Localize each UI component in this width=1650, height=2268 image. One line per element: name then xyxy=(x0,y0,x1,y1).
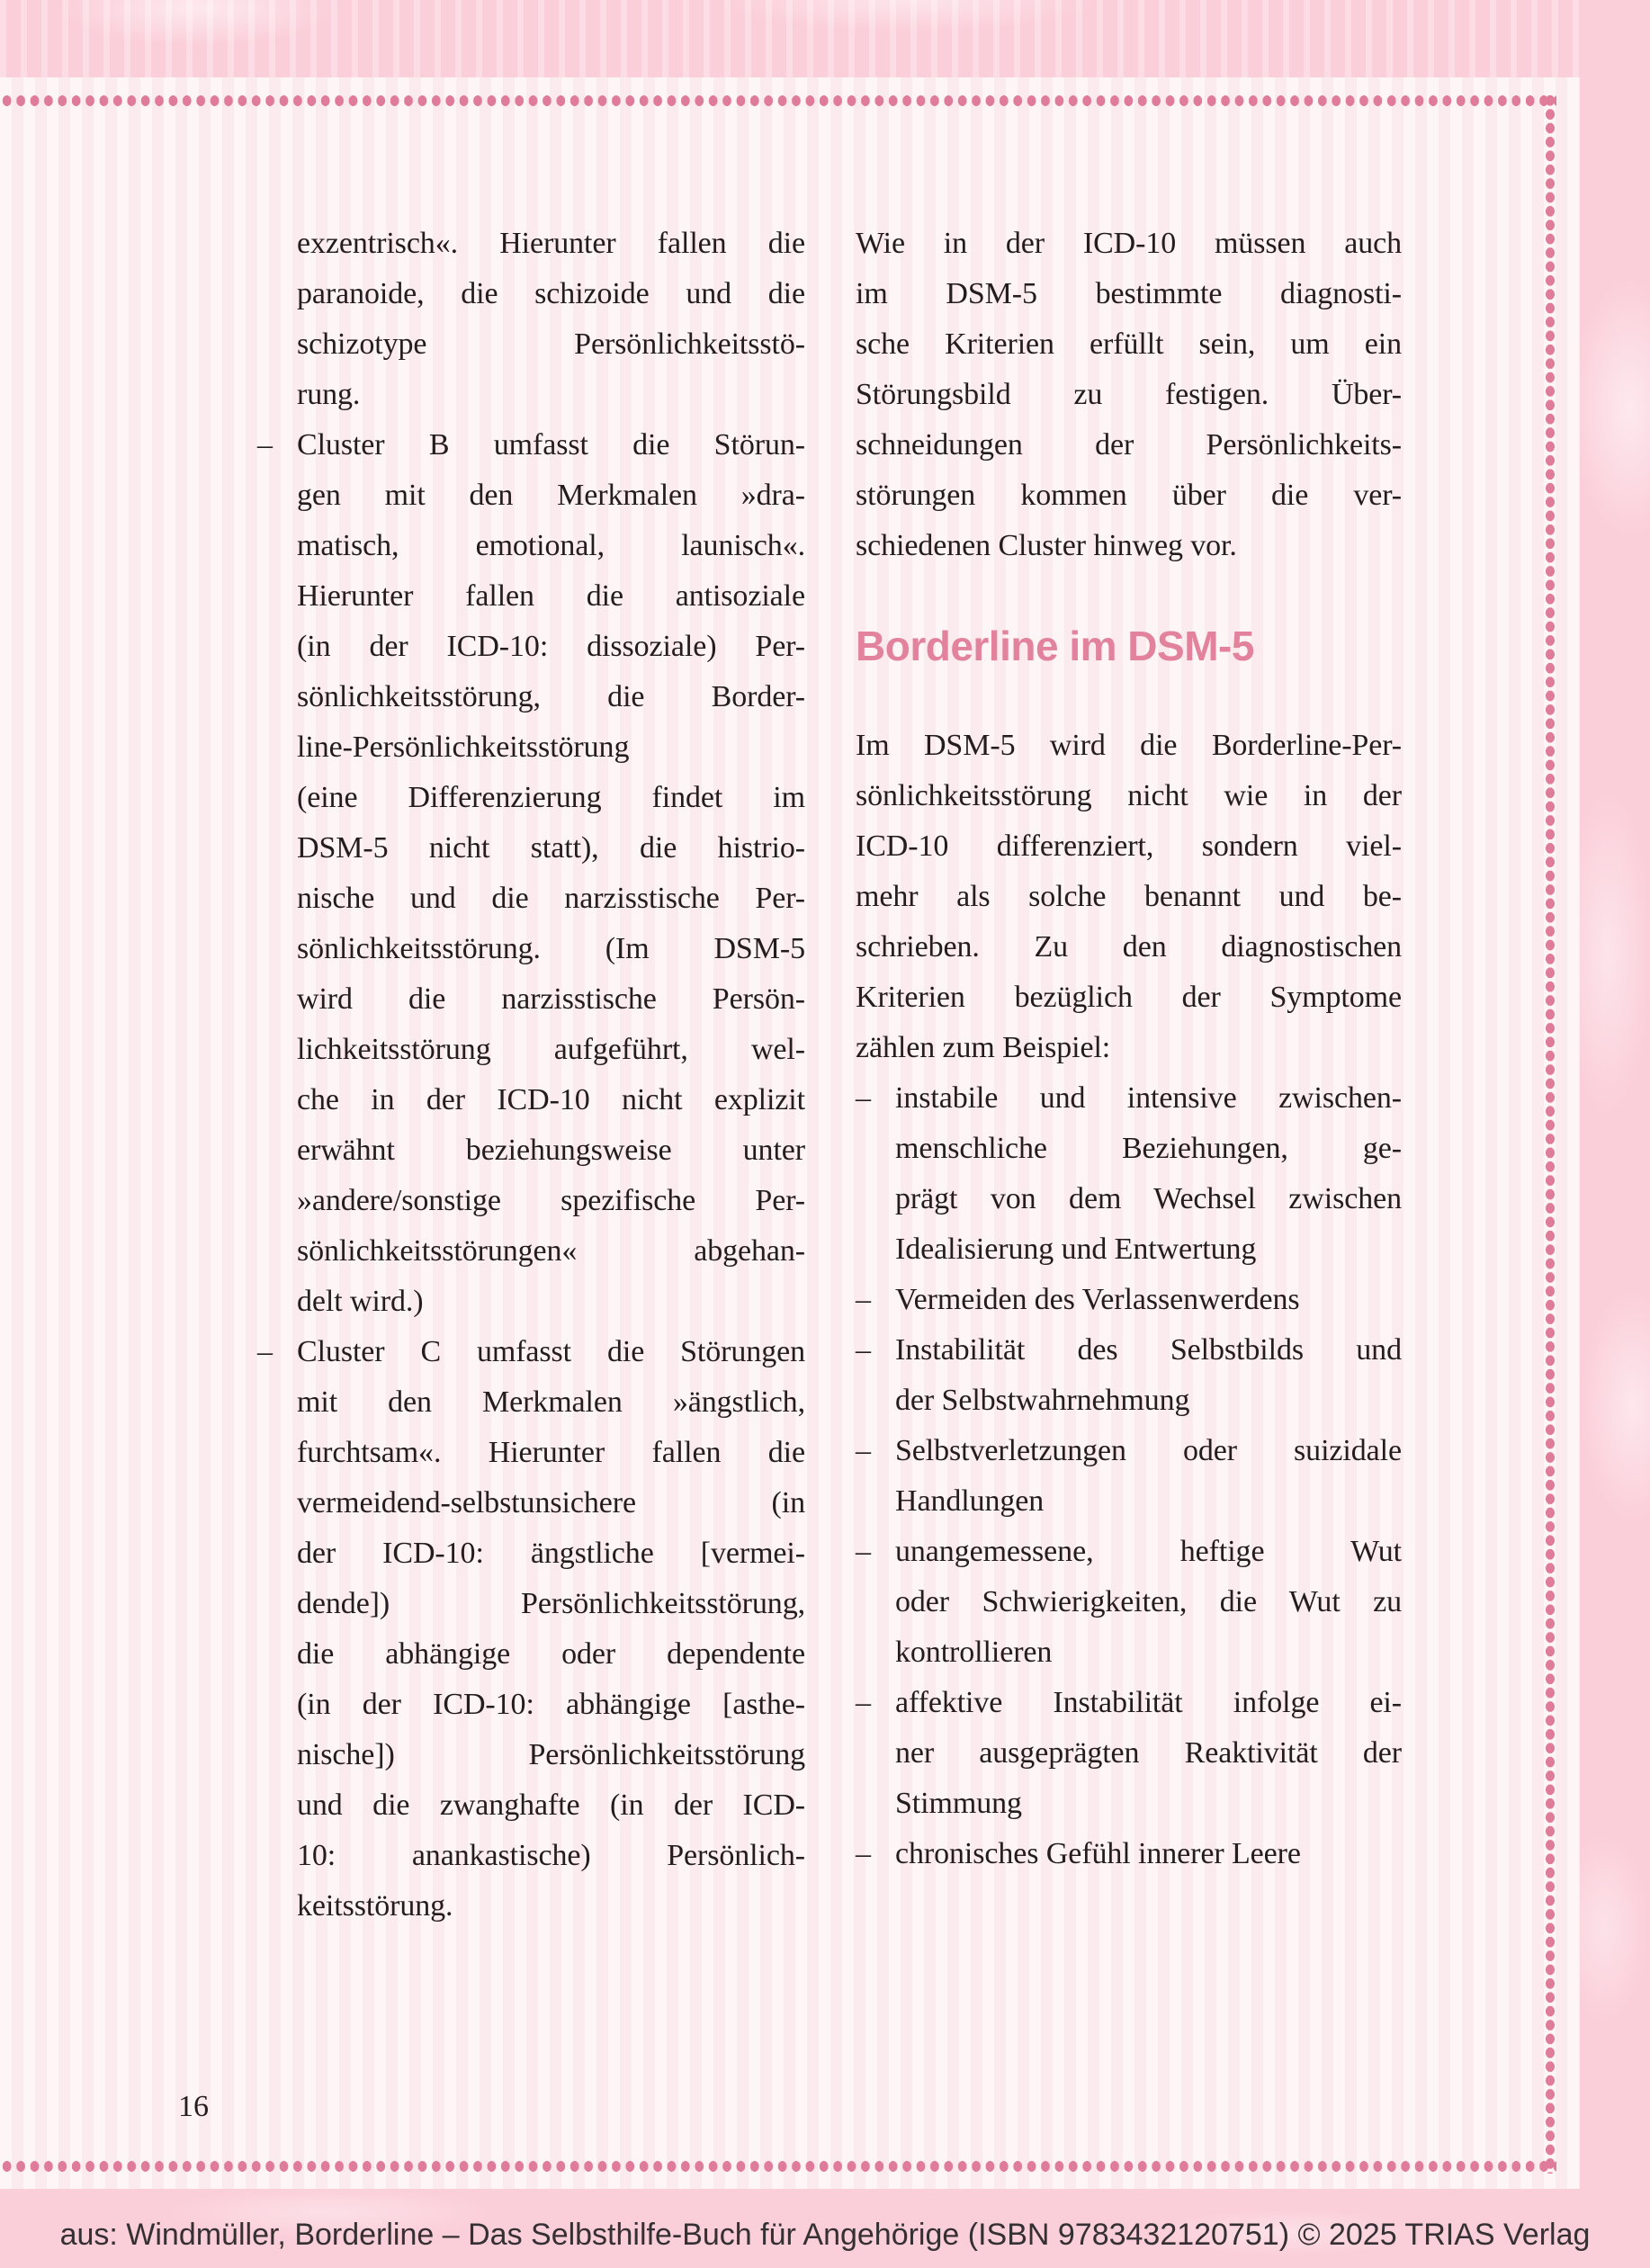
paragraph-body xyxy=(856,721,1402,1073)
text-line: rung. xyxy=(297,378,361,411)
text-line: störungen kommen über die ver- xyxy=(856,479,1402,512)
bullet-item-lines xyxy=(297,219,805,420)
text-line: schneidungen der Persönlichkeits- xyxy=(856,428,1402,462)
text-line: nische]) Persönlichkeitsstörung xyxy=(297,1738,805,1771)
text-line: Im DSM-5 wird die Borderline-Per- xyxy=(856,729,1402,762)
bullet-item xyxy=(856,1426,1402,1527)
bullet-marker: – xyxy=(856,1837,871,1870)
text-line: zählen zum Beispiel: xyxy=(856,1031,1111,1064)
text-line: chronisches Gefühl innerer Leere xyxy=(895,1837,1301,1870)
text-line: sönlichkeitsstörung. (Im DSM-5 xyxy=(297,932,805,965)
text-line: che in der ICD-10 nicht explizit xyxy=(297,1083,805,1116)
footer-attribution: aus: Windmüller, Borderline – Das Selbsthilfe-Buch für Angehörige (ISBN 9783432120751) © 2025 TRIAS Verlag xyxy=(59,2218,1591,2252)
text-line: sönlichkeitsstörung, die Border- xyxy=(297,680,805,713)
text-line: Cluster B umfasst die Störun- xyxy=(297,428,805,462)
text-line: Cluster C umfasst die Störungen xyxy=(297,1335,805,1368)
text-line: Hierunter fallen die antisoziale xyxy=(297,579,805,613)
bullet-item-lines xyxy=(895,1073,1402,1275)
text-line: der ICD-10: ängstliche [vermei- xyxy=(297,1537,805,1570)
bullet-item-lines xyxy=(895,1426,1402,1527)
left-column xyxy=(257,219,805,1932)
bullet-marker: – xyxy=(257,428,273,462)
text-line: Störungsbild zu festigen. Über- xyxy=(856,378,1402,411)
bullet-item xyxy=(856,1325,1402,1426)
text-line: oder Schwierigkeiten, die Wut zu xyxy=(895,1585,1402,1618)
text-line: (in der ICD-10: dissoziale) Per- xyxy=(297,630,805,663)
text-line: delt wird.) xyxy=(297,1285,424,1318)
dotted-border-right xyxy=(1543,94,1557,2174)
bullet-marker: – xyxy=(856,1333,871,1367)
text-line: matisch, emotional, launisch«. xyxy=(297,529,805,562)
section-heading: Borderline im DSM-5 xyxy=(856,623,1254,669)
paragraph-intro xyxy=(856,219,1402,571)
bullet-item-lines xyxy=(895,1527,1402,1678)
right-column xyxy=(856,219,1402,1879)
text-line: dende]) Persönlichkeitsstörung, xyxy=(297,1587,805,1620)
text-line: nische und die narzisstische Per- xyxy=(297,882,805,915)
text-line: Stimmung xyxy=(895,1787,1022,1820)
text-line: keitsstörung. xyxy=(297,1889,453,1923)
dotted-border-bottom xyxy=(0,2159,1556,2174)
text-line: Kriterien bezüglich der Symptome xyxy=(856,981,1402,1014)
text-line: DSM-5 nicht statt), die histrio- xyxy=(297,831,805,865)
bullet-item-lines xyxy=(297,1327,805,1932)
bullet-item-lines xyxy=(895,1678,1402,1829)
text-line: im DSM-5 bestimmte diagnosti- xyxy=(856,277,1402,310)
text-line: »andere/sonstige spezifische Per- xyxy=(297,1184,805,1217)
text-line: sche Kriterien erfüllt sein, um ein xyxy=(856,327,1402,361)
text-line: schiedenen Cluster hinweg vor. xyxy=(856,529,1237,562)
page-number: 16 xyxy=(178,2090,209,2123)
bullet-marker: – xyxy=(856,1686,871,1719)
text-line: und die zwanghafte (in der ICD- xyxy=(297,1788,805,1822)
text-line: lichkeitsstörung aufgeführt, wel- xyxy=(297,1033,805,1066)
bullet-item xyxy=(856,1527,1402,1678)
text-line: gen mit den Merkmalen »dra- xyxy=(297,479,805,512)
bullet-marker: – xyxy=(856,1081,871,1115)
bullet-item xyxy=(257,1327,805,1932)
bullet-item-lines xyxy=(297,420,805,1327)
text-line: sönlichkeitsstörungen« abgehan- xyxy=(297,1234,805,1268)
bullet-marker: – xyxy=(856,1434,871,1467)
text-line: Selbstverletzungen oder suizidale xyxy=(895,1434,1402,1467)
symptom-bullet-list xyxy=(856,1073,1402,1879)
text-line: furchtsam«. Hierunter fallen die xyxy=(297,1436,805,1469)
text-line: affektive Instabilität infolge ei- xyxy=(895,1686,1402,1719)
text-line: paranoide, die schizoide und die xyxy=(297,277,805,310)
text-line: line-Persönlichkeitsstörung xyxy=(297,731,630,764)
right-margin-band xyxy=(1580,0,1650,2268)
text-line: ICD-10 differenziert, sondern viel- xyxy=(856,829,1402,863)
text-line: Vermeiden des Verlassenwerdens xyxy=(895,1283,1300,1316)
bullet-item xyxy=(257,420,805,1327)
bullet-marker: – xyxy=(856,1283,871,1316)
text-line: Wie in der ICD-10 müssen auch xyxy=(856,227,1402,260)
text-line: mehr als solche benannt und be- xyxy=(856,880,1402,913)
text-line: ner ausgeprägten Reaktivität der xyxy=(895,1736,1402,1770)
text-line: mit den Merkmalen »ängstlich, xyxy=(297,1385,805,1419)
text-line: die abhängige oder dependente xyxy=(297,1637,805,1671)
dotted-border-top xyxy=(0,94,1556,108)
bullet-item-lines xyxy=(895,1325,1402,1426)
text-line: instabile und intensive zwischen- xyxy=(895,1081,1402,1115)
text-line: vermeidend-selbstunsichere (in xyxy=(297,1486,805,1519)
bullet-item xyxy=(856,1073,1402,1275)
text-line: prägt von dem Wechsel zwischen xyxy=(895,1182,1402,1215)
text-line: Idealisierung und Entwertung xyxy=(895,1233,1257,1266)
text-line: wird die narzisstische Persön- xyxy=(297,982,805,1016)
text-line: Handlungen xyxy=(895,1484,1045,1518)
text-line: exzentrisch«. Hierunter fallen die xyxy=(297,227,805,260)
text-line: erwähnt beziehungsweise unter xyxy=(297,1134,805,1167)
bullet-item-lines xyxy=(895,1275,1402,1325)
bullet-item xyxy=(856,1829,1402,1879)
text-line: (eine Differenzierung findet im xyxy=(297,781,805,814)
text-line: schrieben. Zu den diagnostischen xyxy=(856,930,1402,964)
text-line: unangemessene, heftige Wut xyxy=(895,1535,1402,1568)
text-line: kontrollieren xyxy=(895,1636,1053,1669)
text-line: Instabilität des Selbstbilds und xyxy=(895,1333,1402,1367)
bullet-item xyxy=(856,1275,1402,1325)
bullet-marker: – xyxy=(856,1535,871,1568)
bullet-item-lines xyxy=(895,1829,1402,1879)
text-line: menschliche Beziehungen, ge- xyxy=(895,1132,1402,1165)
bullet-marker: – xyxy=(257,1335,273,1368)
text-line: sönlichkeitsstörung nicht wie in der xyxy=(856,779,1402,812)
text-line: schizotype Persönlichkeitsstö- xyxy=(297,327,805,361)
text-line: der Selbstwahrnehmung xyxy=(895,1384,1190,1417)
text-line: 10: anankastische) Persönlich- xyxy=(297,1839,805,1872)
bullet-item xyxy=(257,219,805,420)
top-margin-band xyxy=(0,0,1650,77)
text-line: (in der ICD-10: abhängige [asthe- xyxy=(297,1688,805,1721)
bullet-item xyxy=(856,1678,1402,1829)
